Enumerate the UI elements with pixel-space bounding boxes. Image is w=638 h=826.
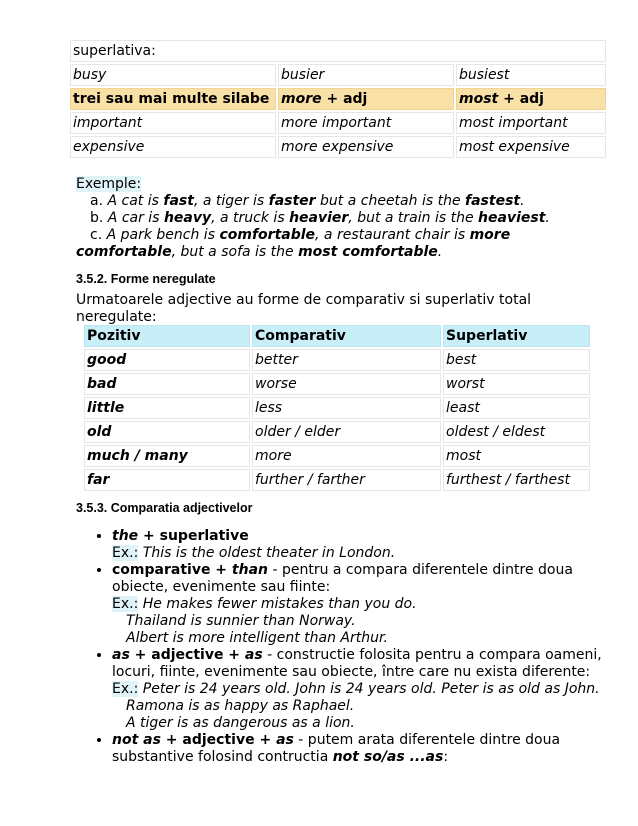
list-item: • comparative + than - pentru a compara diferentele dintre doua obiecte, evenimente sau fiinte: Ex.: He makes fewer mistakes than you do. Thailand is sunnier than Norway. Albert is more intelligent than Arthur.	[112, 562, 612, 647]
table-cell: trei sau mai multe silabe	[70, 88, 276, 110]
comparison-list	[92, 528, 612, 766]
table-row: far further / farther furthest / farthest	[84, 469, 590, 491]
irregular-forms-table	[82, 323, 592, 493]
table-cell: most important	[456, 112, 606, 134]
table-row	[70, 64, 606, 86]
column-header: Superlativ	[443, 325, 590, 347]
table-row: old older / elder oldest / eldest	[84, 421, 590, 443]
table-cell: more + adj	[278, 88, 454, 110]
ex-label: Ex.:	[112, 681, 139, 697]
table-caption: superlativa:	[70, 40, 606, 62]
rule-most: most	[459, 91, 499, 107]
list-item: • as + adjective + as - constructie folosita pentru a compara oameni, locuri, fiinte, evenimente sau obiecte, între care nu exista diferente: Ex.: Peter is 24 years old. John is 24 years old. Peter is as old as John. Ramona is as happy as Raphael. A tiger is as dangerous as a lion.	[112, 647, 612, 732]
table-cell: busiest	[456, 64, 606, 86]
table-cell: most expensive	[456, 136, 606, 158]
ex-label: Ex.:	[112, 545, 139, 561]
table-row: much / many more most	[84, 445, 590, 467]
table-cell: busier	[278, 64, 454, 86]
examples-label: Exemple:	[76, 176, 142, 192]
table-cell: expensive	[70, 136, 276, 158]
column-header: Comparativ	[252, 325, 441, 347]
table-cell: busy	[70, 64, 276, 86]
table-cell: more important	[278, 112, 454, 134]
examples-block	[76, 176, 616, 261]
section-heading-352: 3.5.2. Forme neregulate	[76, 272, 216, 286]
example-c: c. A park bench is comfortable, a restaurant chair is more	[90, 227, 511, 243]
table-row	[70, 112, 606, 134]
example-c-cont: comfortable, but a sofa is the most comfortable.	[76, 244, 443, 260]
ex-label: Ex.:	[112, 596, 139, 612]
section-intro: Urmatoarele adjective au forme de comparativ si superlativ total neregulate:	[76, 292, 532, 325]
example-b: b. A car is heavy, a truck is heavier, but a train is the heaviest.	[90, 210, 550, 226]
column-header: Pozitiv	[84, 325, 250, 347]
table-cell: important	[70, 112, 276, 134]
table-row: good better best	[84, 349, 590, 371]
table-row	[70, 136, 606, 158]
table-cell: most + adj	[456, 88, 606, 110]
rule-more: more	[281, 91, 322, 107]
example-a: a. A cat is fast, a tiger is faster but a cheetah is the fastest.	[90, 193, 525, 209]
superlative-table	[68, 38, 608, 160]
table-row	[70, 40, 606, 62]
section-heading-353: 3.5.3. Comparatia adjectivelor	[76, 501, 253, 515]
table-row: little less least	[84, 397, 590, 419]
list-item: • not as + adjective + as - putem arata diferentele dintre doua substantive folosind contructia not so/as ...as:	[112, 732, 612, 766]
table-header-row	[84, 325, 590, 347]
list-item: • the + superlative Ex.: This is the oldest theater in London.	[112, 528, 612, 562]
table-cell: more expensive	[278, 136, 454, 158]
table-row-highlight	[70, 88, 606, 110]
table-row: bad worse worst	[84, 373, 590, 395]
